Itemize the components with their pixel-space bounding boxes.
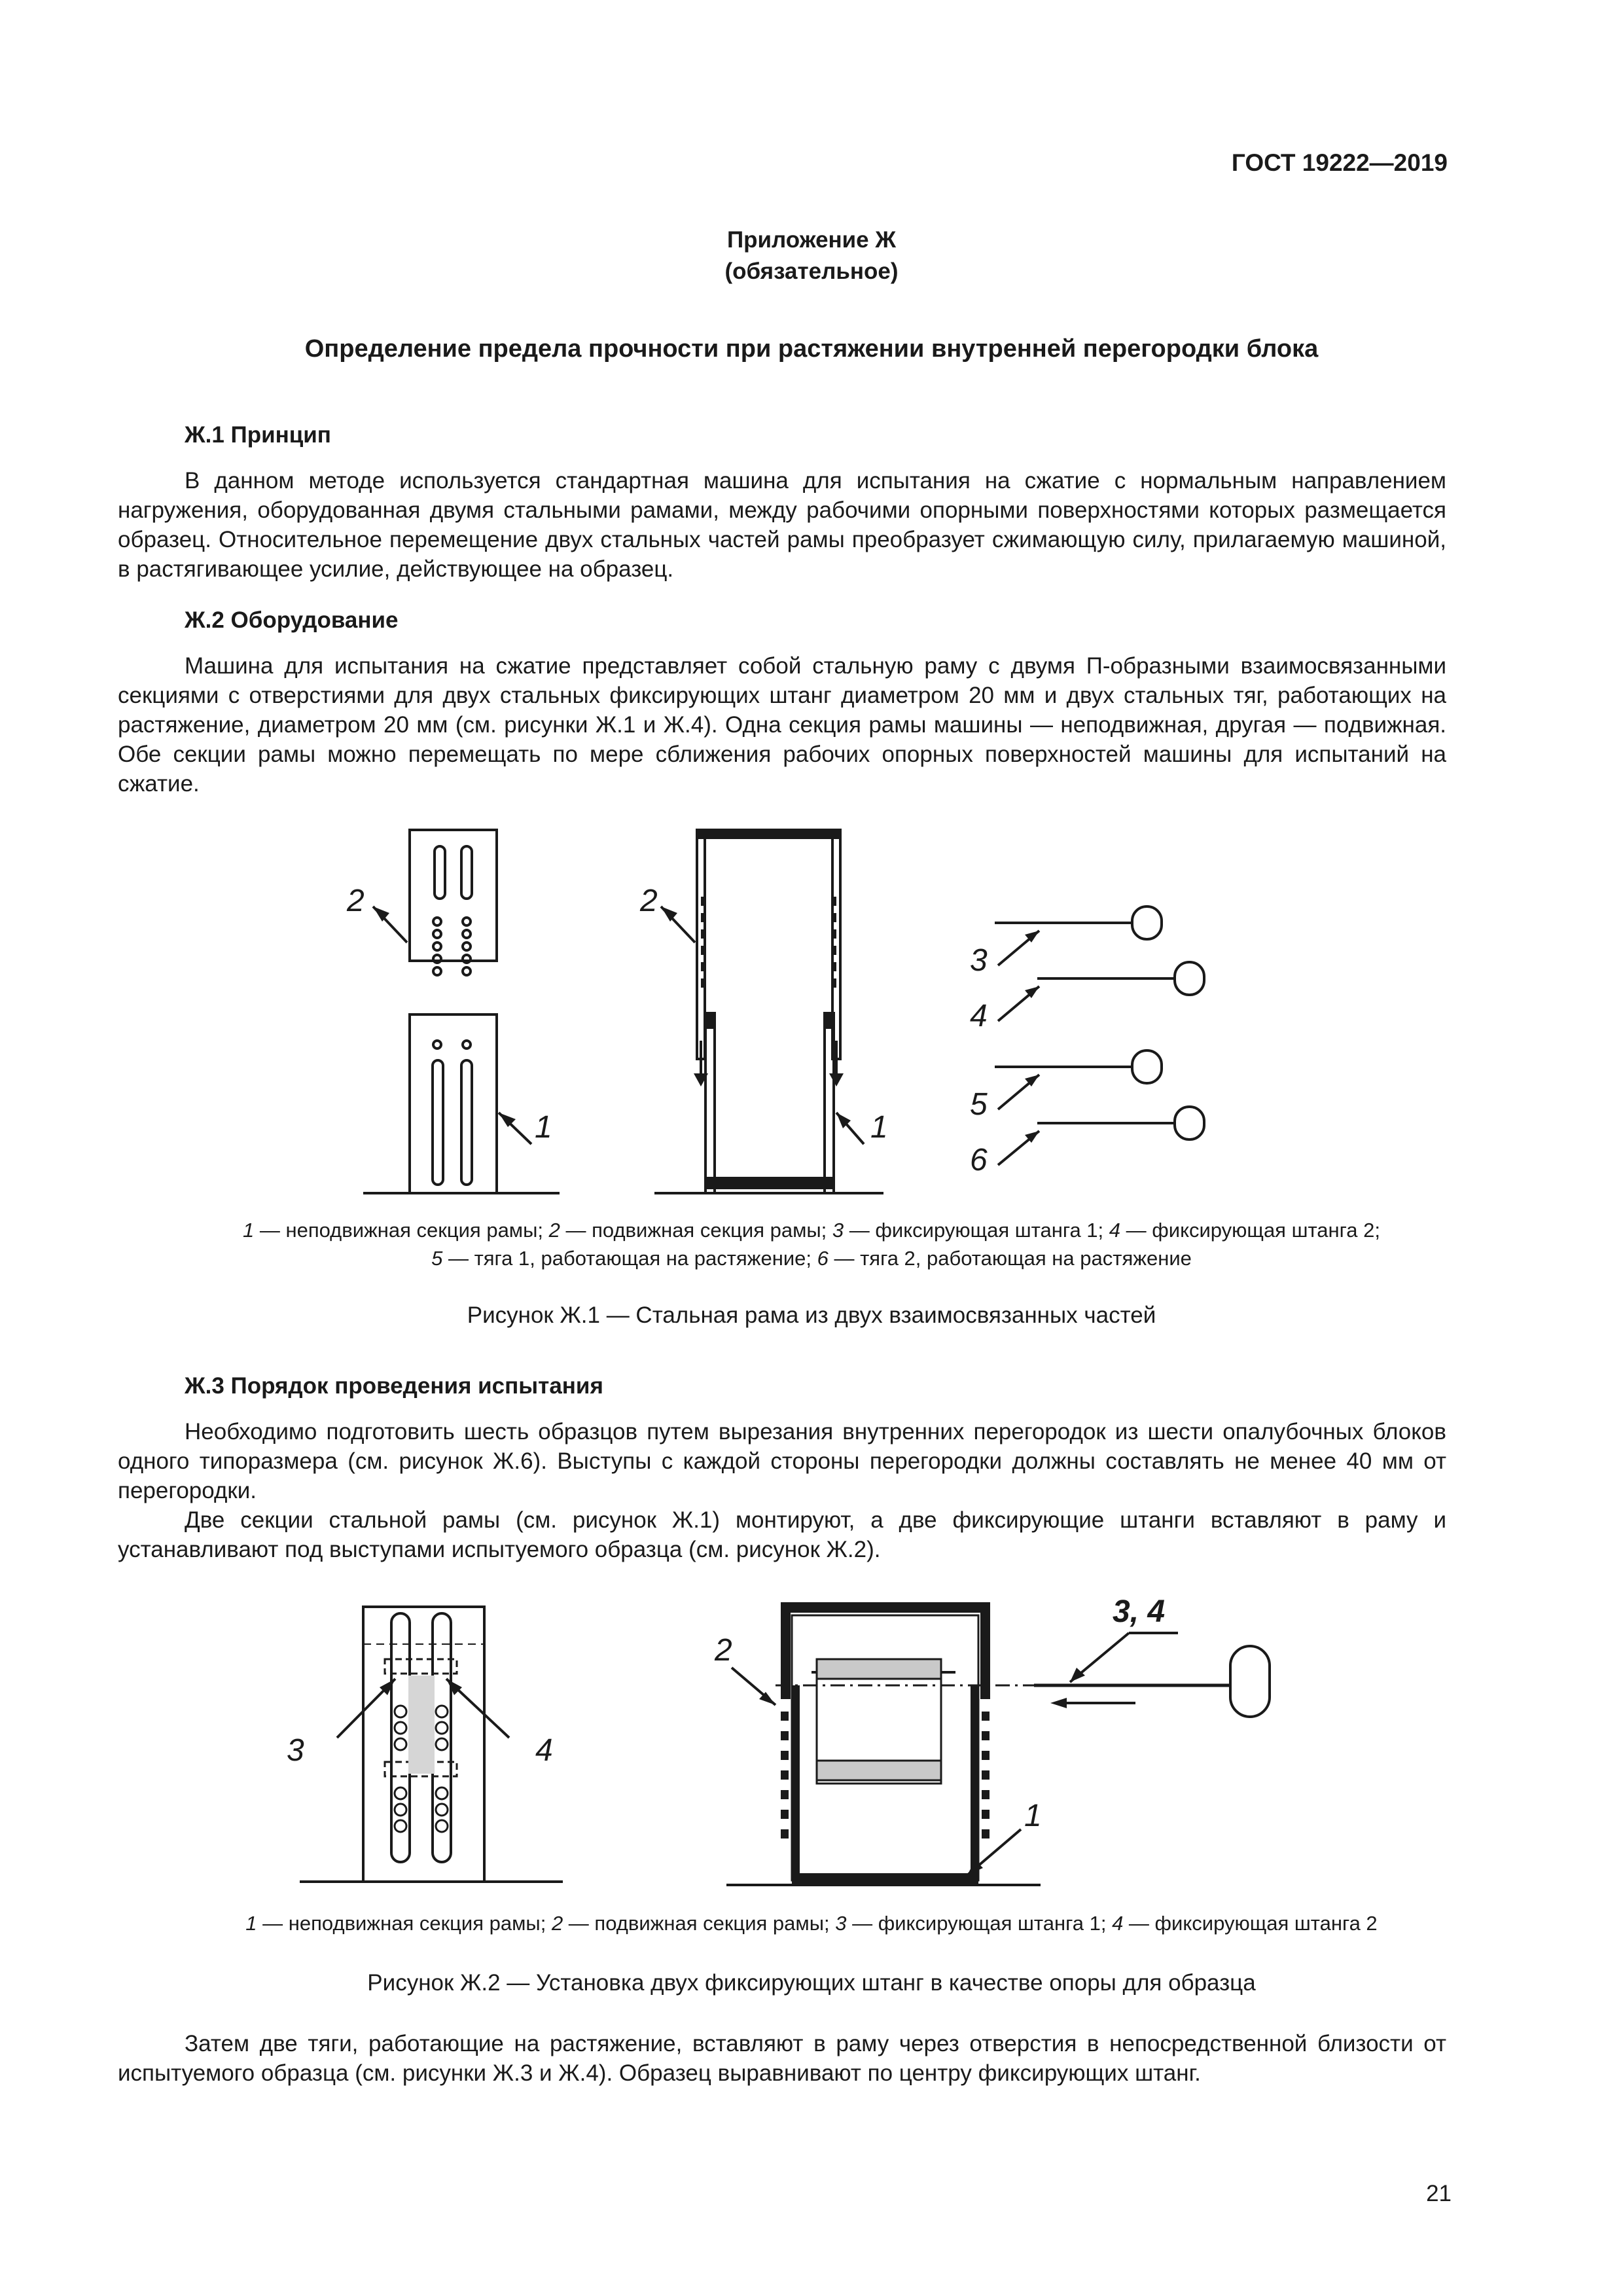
- section-heading-1: Ж.1 Принцип: [185, 422, 331, 448]
- fig2-label-34: 3, 4: [1113, 1594, 1166, 1629]
- fig2-label-1: 1: [1024, 1799, 1042, 1833]
- main-title: Определение предела прочности при растяжении внутренней перегородки блока: [304, 335, 1319, 363]
- figure-1-legend-line-1: 1 — неподвижная секция рамы; 2 — подвижная секция рамы; 3 — фиксирующая штанга 1; 4 — фиксирующая штанга 2;: [243, 1219, 1380, 1242]
- section-text-3a: Необходимо подготовить шесть образцов путем вырезания внутренних перегородок из шести опалубочных блоков одного типоразмера (см. рисунок Ж.6). Выступы с каждой стороны перегородки должны составлять не менее 40 мм от перегородки.: [118, 1419, 1446, 1503]
- fig2-bottom-beam: [792, 1873, 978, 1884]
- section-heading-3: Ж.3 Порядок проведения испытания: [185, 1373, 603, 1399]
- appendix-status: (обязательное): [724, 259, 899, 284]
- section-text-2: Машина для испытания на сжатие представляет собой стальную раму с двумя П-образными взаимосвязанными секциями с отверстиями для двух стальных фиксирующих штанг диаметром 20 мм и двух стальных тяг, работающих на растяжение, диаметром 20 мм (см. рисунки Ж.1 и Ж.4). Одна секция рамы машины — неподвижная, другая — подвижная. Обе секции рамы можно перемещать по мере сближения рабочих опорных поверхностей машины для испытаний на сжатие.: [118, 653, 1446, 797]
- document-code: ГОСТ 19222—2019: [1231, 149, 1448, 176]
- fig1-label-4: 4: [970, 999, 988, 1033]
- section-heading-2: Ж.2 Оборудование: [185, 607, 399, 633]
- fig2-fixed-section: [792, 1615, 978, 1880]
- fig1-label-1b: 1: [870, 1110, 888, 1145]
- fig1-label-2a: 2: [347, 884, 365, 918]
- fig2-rod-handle: [1230, 1646, 1270, 1717]
- figure-2-legend: 1 — неподвижная секция рамы; 2 — подвижная секция рамы; 3 — фиксирующая штанга 1; 4 — фиксирующая штанга 2: [245, 1912, 1378, 1935]
- section-text-3b: Две секции стальной рамы (см. рисунок Ж.1) монтируют, а две фиксирующие штанги вставляют в раму и устанавливают под выступами испытуемого образца (см. рисунок Ж.2).: [118, 1507, 1446, 1562]
- section-text-1: В данном методе используется стандартная машина для испытания на сжатие с нормальным направлением нагружения, оборудованная двумя стальными рамами, между рабочими опорными поверхностями которых размещается образец. Относительное перемещение двух стальных частей рамы преобразует сжимающую силу, прилагаемую машиной, в растягивающее усилие, действующее на образец.: [118, 468, 1446, 582]
- fig2-top-beam: [781, 1602, 990, 1613]
- fig1-label-1a: 1: [535, 1110, 552, 1145]
- figure-1-caption: Рисунок Ж.1 — Стальная рама из двух взаимосвязанных частей: [467, 1302, 1156, 1328]
- fig1-label-3: 3: [970, 943, 988, 978]
- page-number: 21: [1426, 2181, 1452, 2206]
- figure-1-legend-line-2: 5 — тяга 1, работающая на растяжение; 6 — тяга 2, работающая на растяжение: [431, 1247, 1192, 1270]
- appendix-title: Приложение Ж: [726, 227, 897, 253]
- fig2-label-3: 3: [287, 1733, 304, 1768]
- fig2-label-2: 2: [715, 1633, 732, 1668]
- fig2-label-4: 4: [535, 1733, 553, 1768]
- section-text-3c: Затем две тяги, работающие на растяжение, вставляют в раму через отверстия в непосредственной близости от испытуемого образца (см. рисунки Ж.3 и Ж.4). Образец выравнивают по центру фиксирующих штанг.: [118, 2031, 1446, 2086]
- fig1-label-6: 6: [970, 1143, 988, 1177]
- fig1-label-2b: 2: [640, 884, 658, 918]
- figure-2-caption: Рисунок Ж.2 — Установка двух фиксирующих штанг в качестве опоры для образца: [367, 1970, 1256, 1996]
- fig1-label-5: 5: [970, 1087, 988, 1122]
- fig2-specimen-shade: [408, 1676, 435, 1774]
